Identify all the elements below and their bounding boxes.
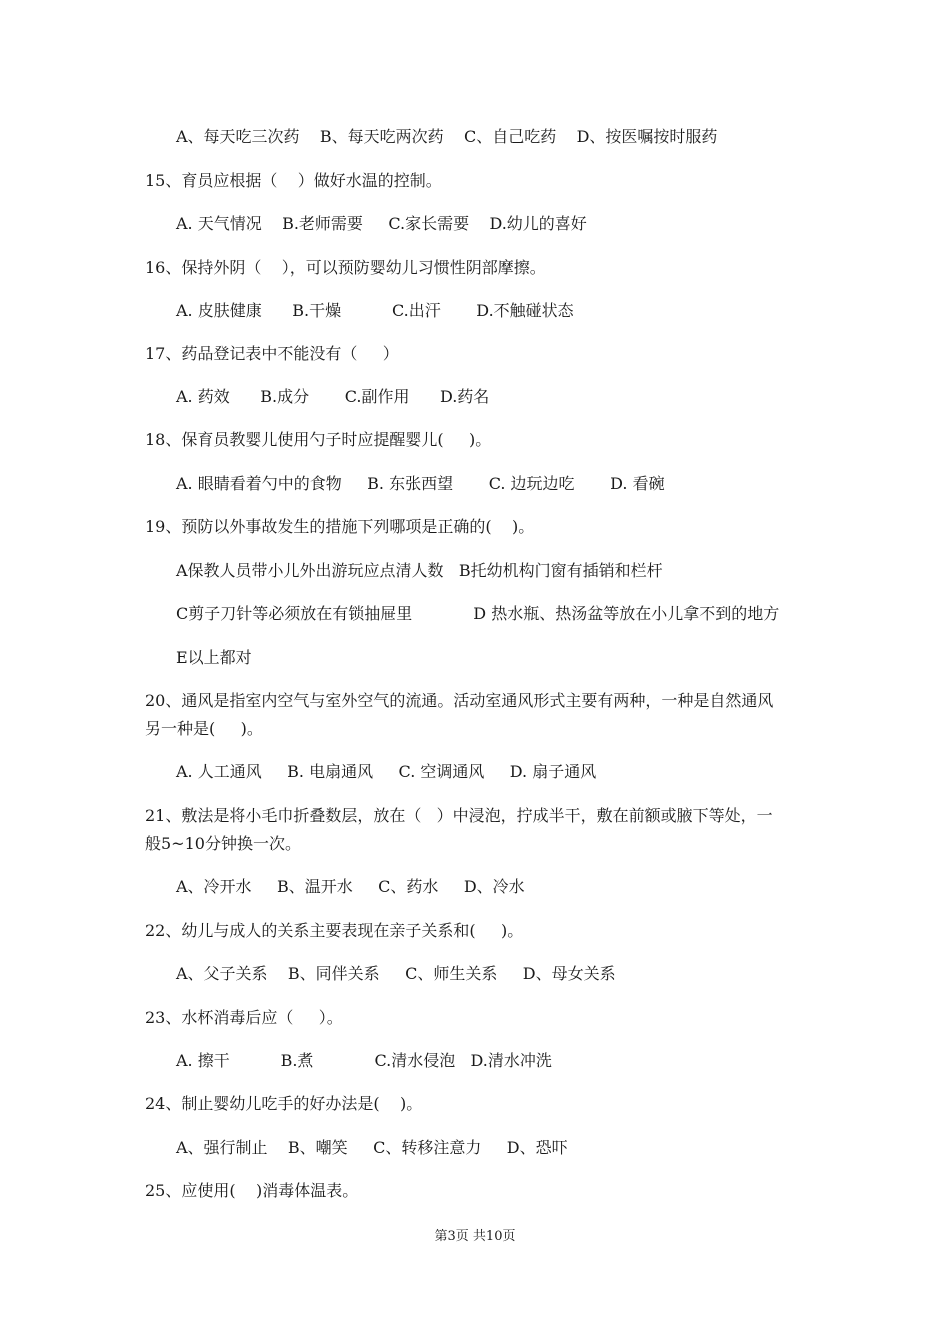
question-25: 25、应使用( )消毒体温表。 bbox=[145, 1181, 359, 1200]
options-q20: A. 人工通风 B. 电扇通风 C. 空调通风 D. 扇子通风 bbox=[176, 762, 597, 781]
question-21-cont: 般5~10分钟换一次。 bbox=[145, 834, 301, 853]
page-number-footer: 第3页 共10页 bbox=[434, 1229, 516, 1244]
options-q24: A、强行制止 B、嘲笑 C、转移注意力 D、恐吓 bbox=[176, 1138, 568, 1157]
question-23: 23、水杯消毒后应（ ）。 bbox=[145, 1008, 343, 1027]
question-19: 19、预防以外事故发生的措施下列哪项是正确的( )。 bbox=[145, 517, 535, 536]
options-q18: A. 眼睛看着勺中的食物 B. 东张西望 C. 边玩边吃 D. 看碗 bbox=[176, 474, 665, 493]
question-18: 18、保育员教婴儿使用勺子时应提醒婴儿( )。 bbox=[145, 430, 492, 449]
question-20-cont: 另一种是( )。 bbox=[145, 719, 263, 738]
options-q19-c-d: C剪子刀针等必须放在有锁抽屉里 D 热水瓶、热汤盆等放在小儿拿不到的地方 bbox=[176, 604, 780, 623]
question-24: 24、制止婴幼儿吃手的好办法是( )。 bbox=[145, 1094, 423, 1113]
options-q23: A. 擦干 B.煮 C.清水侵泡 D.清水冲洗 bbox=[176, 1051, 552, 1070]
question-20: 20、通风是指室内空气与室外空气的流通。活动室通风形式主要有两种，一种是自然通风 bbox=[145, 691, 774, 710]
question-21: 21、敷法是将小毛巾折叠数层，放在（ ）中浸泡，拧成半干，敷在前额或腋下等处，一 bbox=[145, 806, 773, 825]
options-q19-a-b: A保教人员带小儿外出游玩应点清人数 B托幼机构门窗有插销和栏杆 bbox=[176, 561, 663, 580]
question-15: 15、育员应根据（ ）做好水温的控制。 bbox=[145, 171, 442, 190]
options-q14: A、每天吃三次药 B、每天吃两次药 C、自己吃药 D、按医嘱按时服药 bbox=[176, 127, 718, 146]
options-q19-e: E以上都对 bbox=[176, 648, 252, 667]
options-q22: A、父子关系 B、同伴关系 C、师生关系 D、母女关系 bbox=[176, 964, 616, 983]
options-q21: A、冷开水 B、温开水 C、药水 D、冷水 bbox=[176, 877, 525, 896]
question-16: 16、保持外阴（ ），可以预防婴幼儿习惯性阴部摩擦。 bbox=[145, 258, 546, 277]
options-q17: A. 药效 B.成分 C.副作用 D.药名 bbox=[176, 387, 490, 406]
question-17: 17、药品登记表中不能没有（ ） bbox=[145, 344, 399, 363]
options-q16: A. 皮肤健康 B.干燥 C.出汗 D.不触碰状态 bbox=[176, 301, 574, 320]
options-q15: A. 天气情况 B.老师需要 C.家长需要 D.幼儿的喜好 bbox=[176, 214, 587, 233]
question-22: 22、幼儿与成人的关系主要表现在亲子关系和( )。 bbox=[145, 921, 524, 940]
